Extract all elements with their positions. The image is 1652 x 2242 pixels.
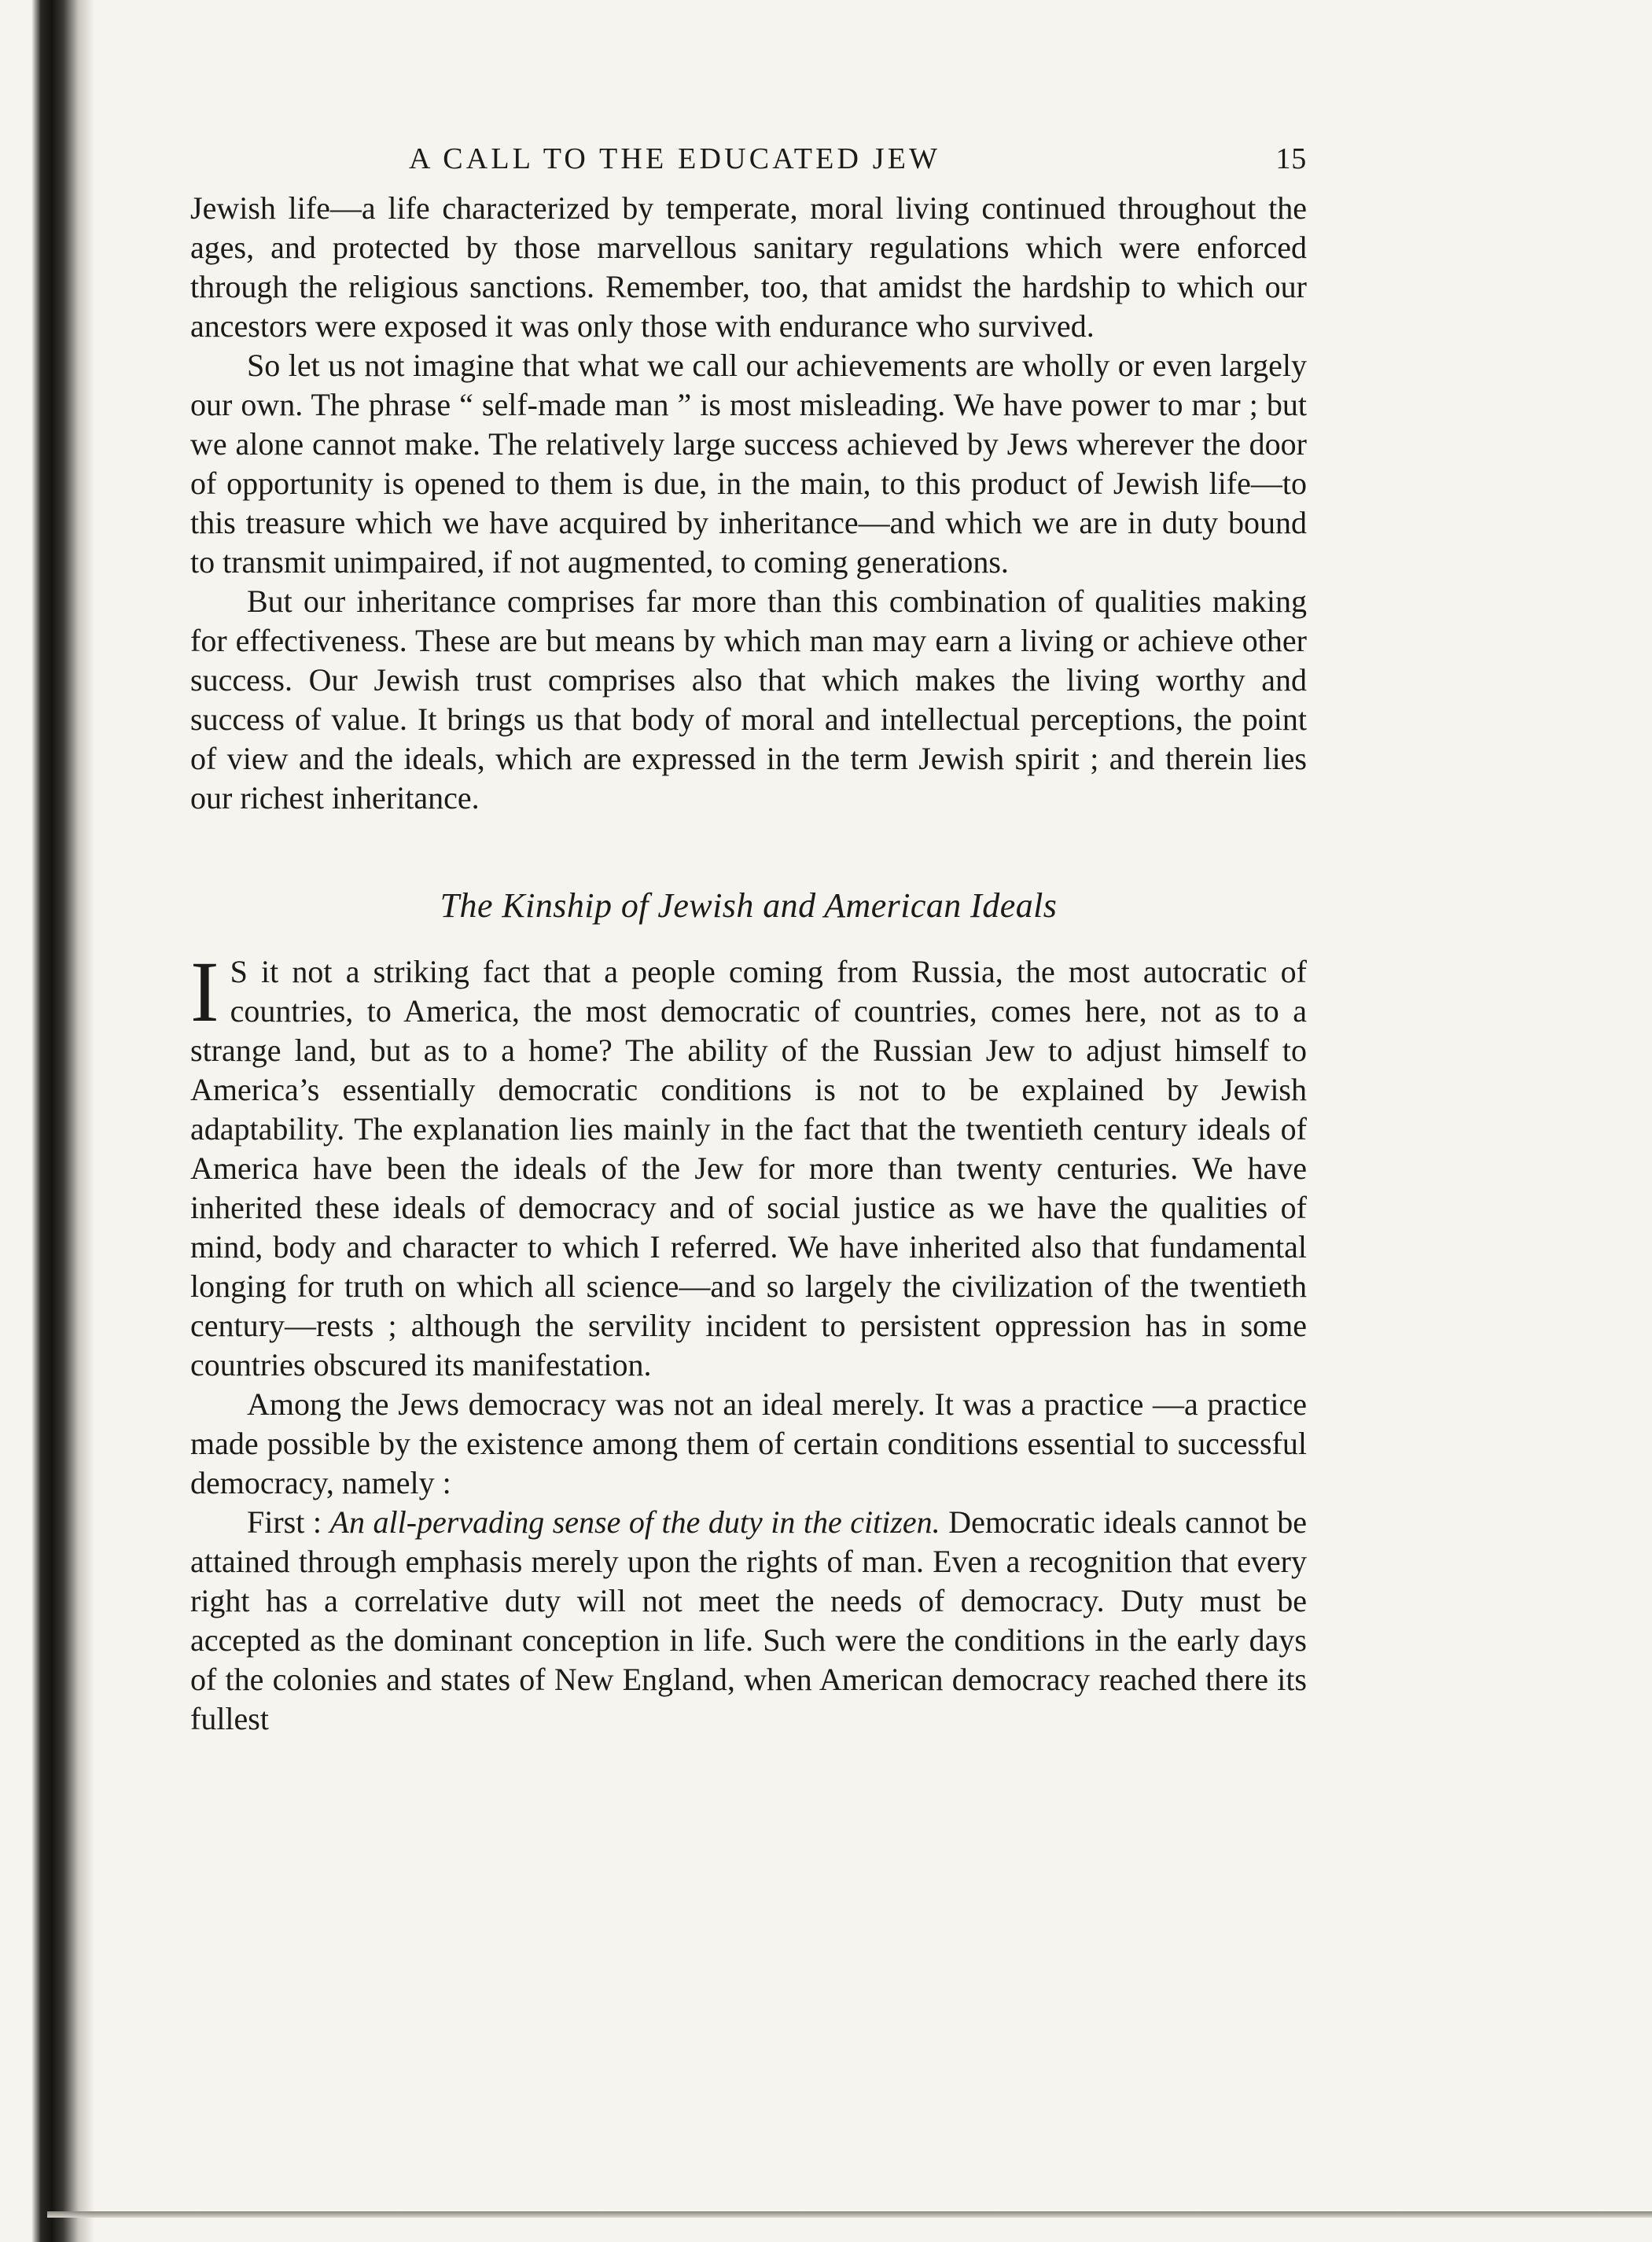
paragraph-continued: Jewish life—a life characterized by temperate, moral living continued throughout the ages, and protected by those marvellous sanitary regulations which were enforced through the religious sanctions. Remember, too, that amidst the hardship to which our ancestors were exposed it was only those with endurance who survived. [190, 190, 1307, 344]
page-content [190, 134, 1307, 1739]
drop-cap: I [190, 944, 219, 1040]
paragraph-kinship-text: S it not a striking fact that a people coming from Russia, the most autocratic of countries, to America, the most democratic of countries, comes here, not as to a strange land, but as to a home? The ability of the Russian Jew to adjust himself to America’s essentially democratic conditions is not to be explained by Jewish adaptability. The explanation lies mainly in the fact that the twentieth century ideals of America have been the ideals of the Jew for more than twenty centuries. We have inherited these ideals of democracy and of social justice as we have the qualities of mind, body and character to which I referred. We have inherited also that fundamental longing for truth on which all science—and so largely the civilization of the twentieth century—rests ; although the servility incident to persistent oppression has in some countries obscured its manifestation. [190, 954, 1307, 1382]
first-condition-text: Democratic ideals cannot be attained through emphasis merely upon the rights of man. Even a recognition that every right has a correlative duty will not meet the needs of democracy. Duty must be accepted as the dominant conception in life. Such were the conditions in the early days of the colonies and states of New England, when American democracy reached there its fullest [190, 1504, 1307, 1736]
paragraph-kinship-opening [190, 944, 1307, 1385]
first-label: First : [247, 1504, 322, 1540]
page-number: 15 [1275, 142, 1307, 175]
paragraph-inheritance: But our inheritance comprises far more than this combination of qualities making for effectiveness. These are but means by which man may earn a living or achieve other success. Our Jewish trust comprises also that which makes the living worthy and success of value. It brings us that body of moral and intellectual perceptions, the point of view and the ideals, which are expressed in the term Jewish spirit ; and therein lies our richest inheritance. [190, 584, 1307, 815]
paragraph-first-condition [190, 1503, 1307, 1739]
page-bottom-edge [47, 2211, 1652, 2218]
section-heading: The Kinship of Jewish and American Ideals [440, 886, 1058, 925]
binding-edge [0, 0, 94, 2242]
paragraph-self-made-man: So let us not imagine that what we call our achievements are wholly or even largely our own. The phrase “ self-made man ” is most misleading. We have power to mar ; but we alone cannot make. The relatively large success achieved by Jews wherever the door of opportunity is opened to them is due, in the main, to this product of Jewish life—to this treasure which we have acquired by inheritance—and which we are in duty bound to transmit unimpaired, if not augmented, to coming generations. [190, 348, 1307, 580]
duty-italic-phrase: An all-pervading sense of the duty in the citizen. [329, 1504, 940, 1540]
paragraph-democracy-practice: Among the Jews democracy was not an ideal merely. It was a practice —a practice made possible by the existence among them of certain conditions essential to successful democracy, namely : [190, 1386, 1307, 1500]
running-head [190, 134, 1307, 189]
running-title: A CALL TO THE EDUCATED JEW [409, 142, 941, 175]
